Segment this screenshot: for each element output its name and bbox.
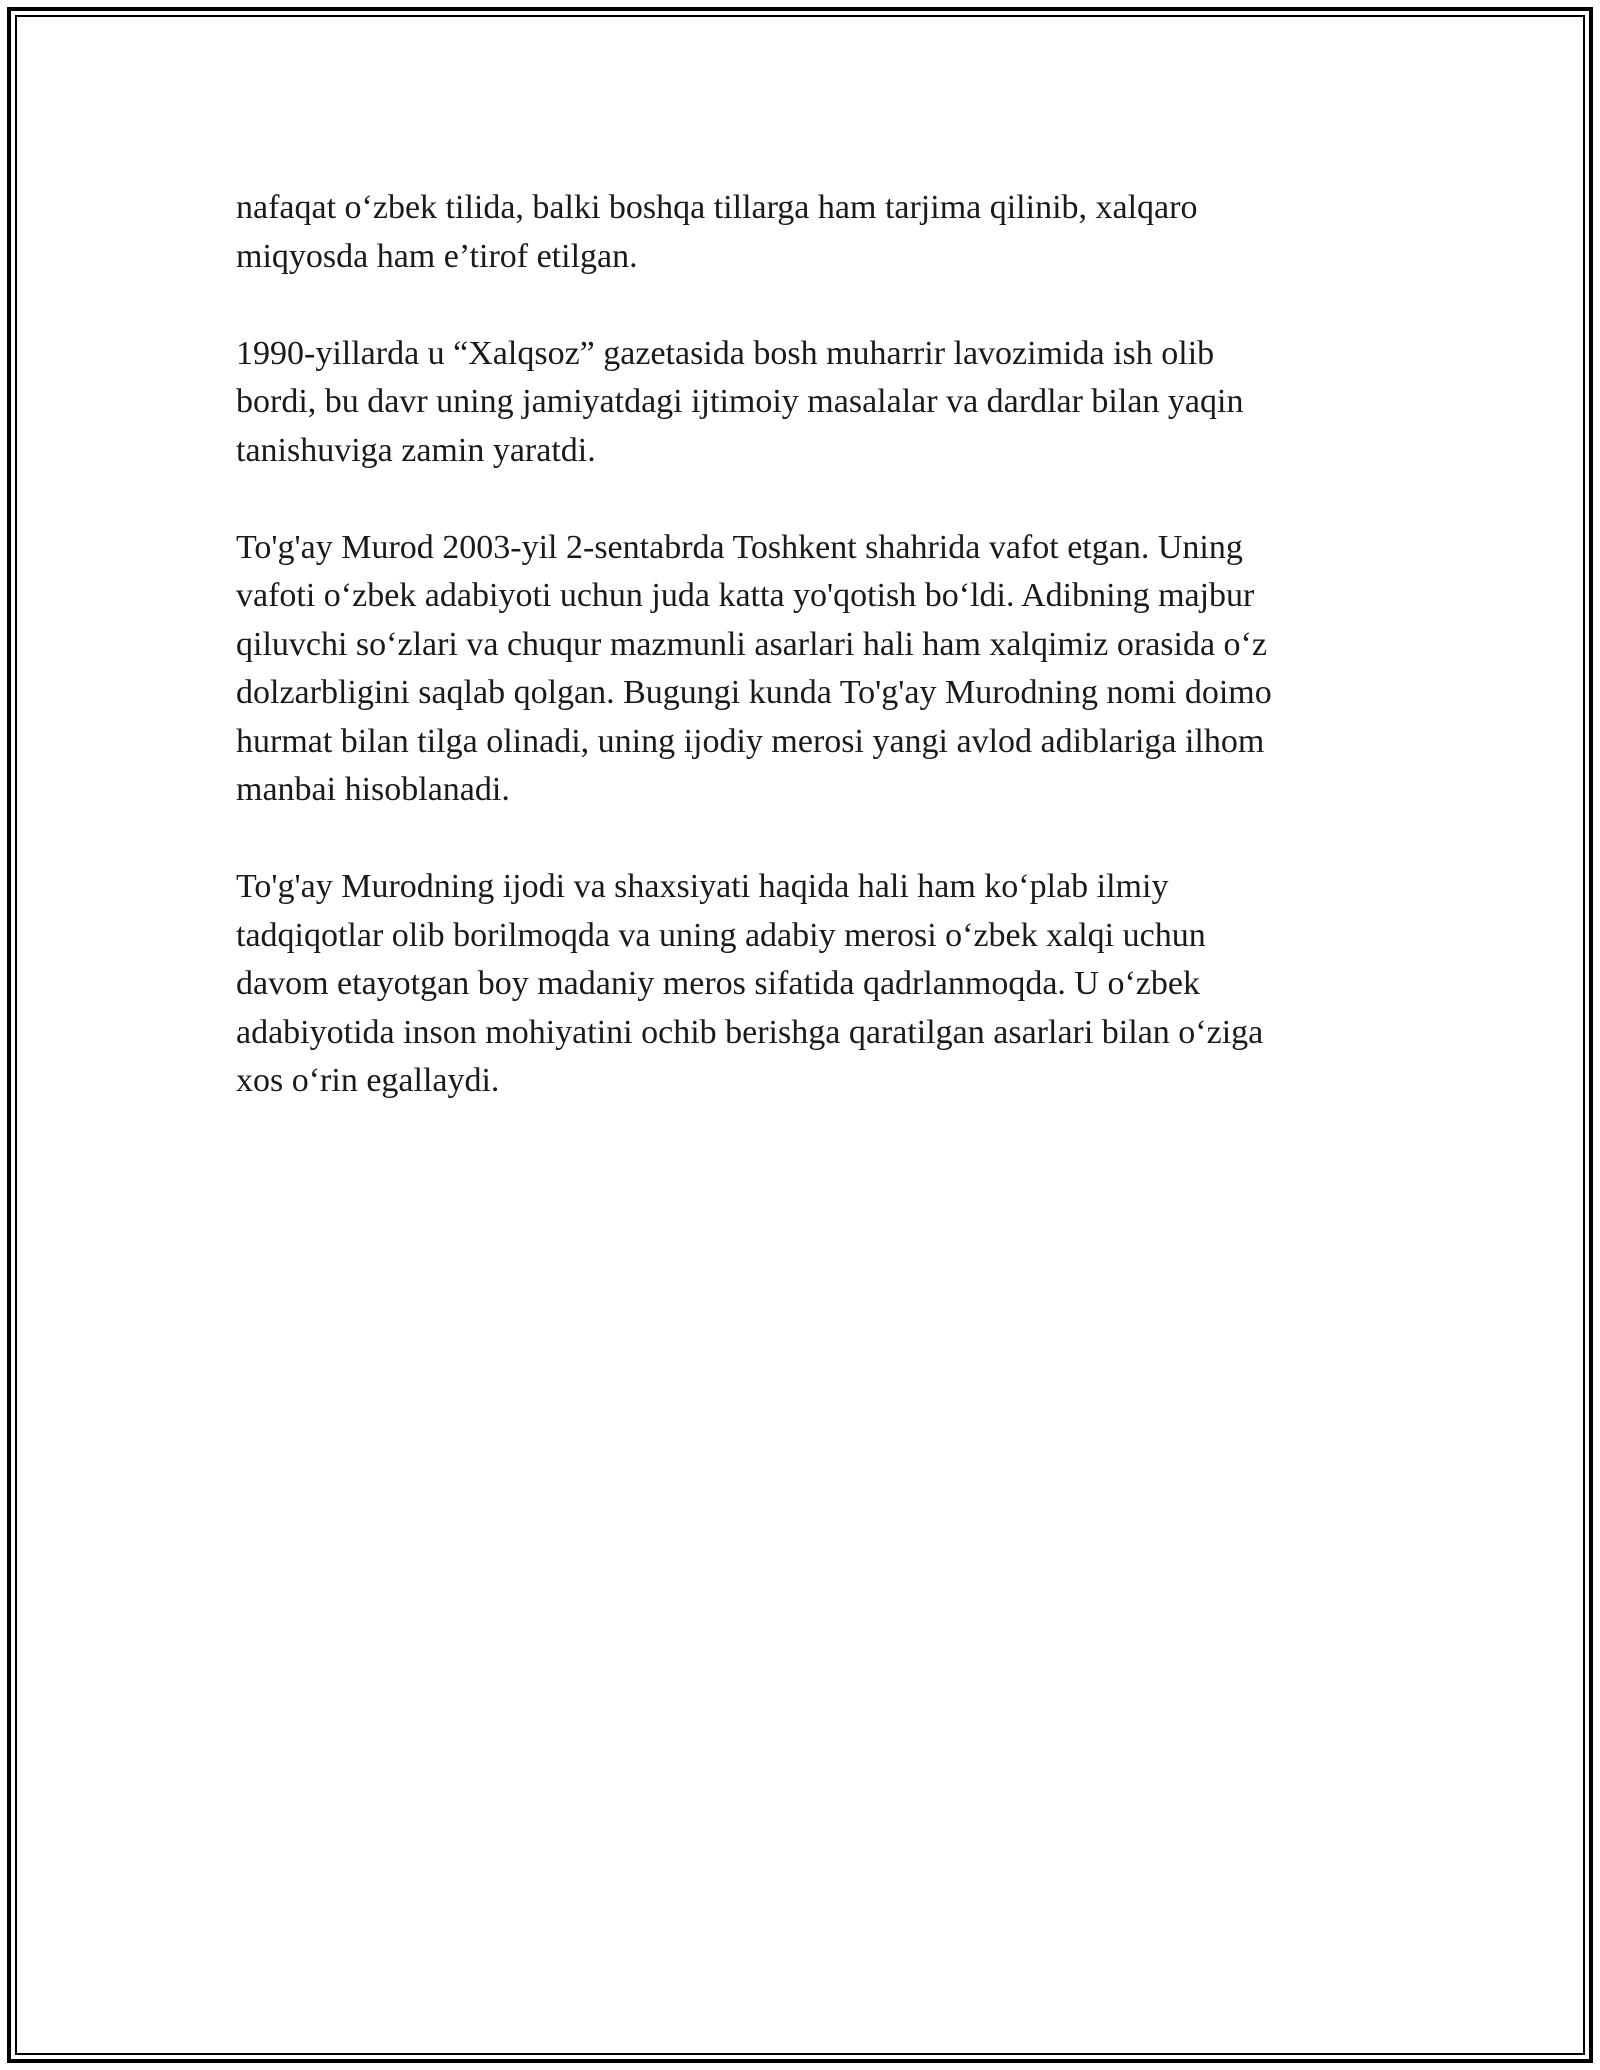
document-body xyxy=(236,184,1376,1154)
paragraph-3: To'g'ay Murod 2003-yil 2-sentabrda Toshkent shahrida vafot etgan. Uning vafoti o‘zbek adabiyoti uchun juda katta yo'qotish bo‘ldi. Adibning majbur qiluvchi so‘zlari va chuqur mazmunli asarlari hali ham xalqimiz orasida o‘z dolzarbligini saqlab qolgan. Bugungi kunda To'g'ay Murodning nomi doimo hurmat bilan tilga olinadi, uning ijodiy merosi yangi avlod adiblariga ilhom manbai hisoblanadi. xyxy=(236,528,1272,808)
paragraph-1: nafaqat o‘zbek tilida, balki boshqa tillarga ham tarjima qilinib, xalqaro miqyosda ham e’tirof etilgan. xyxy=(236,189,1198,275)
paragraph-4: To'g'ay Murodning ijodi va shaxsiyati haqida hali ham ko‘plab ilmiy tadqiqotlar olib borilmoqda va uning adabiy merosi o‘zbek xalqi uchun davom etayotgan boy madaniy meros sifatida qadrlanmoqda. U o‘zbek adabiyotida inson mohiyatini ochib berishga qaratilgan asarlari bilan o‘ziga xos o‘rin egallaydi. xyxy=(236,868,1264,1099)
paragraph-2: 1990-yillarda u “Xalqsoz” gazetasida bosh muharrir lavozimida ish olib bordi, bu davr uning jamiyatdagi ijtimoiy masalalar va dardlar bilan yaqin tanishuviga zamin yaratdi. xyxy=(236,334,1244,469)
